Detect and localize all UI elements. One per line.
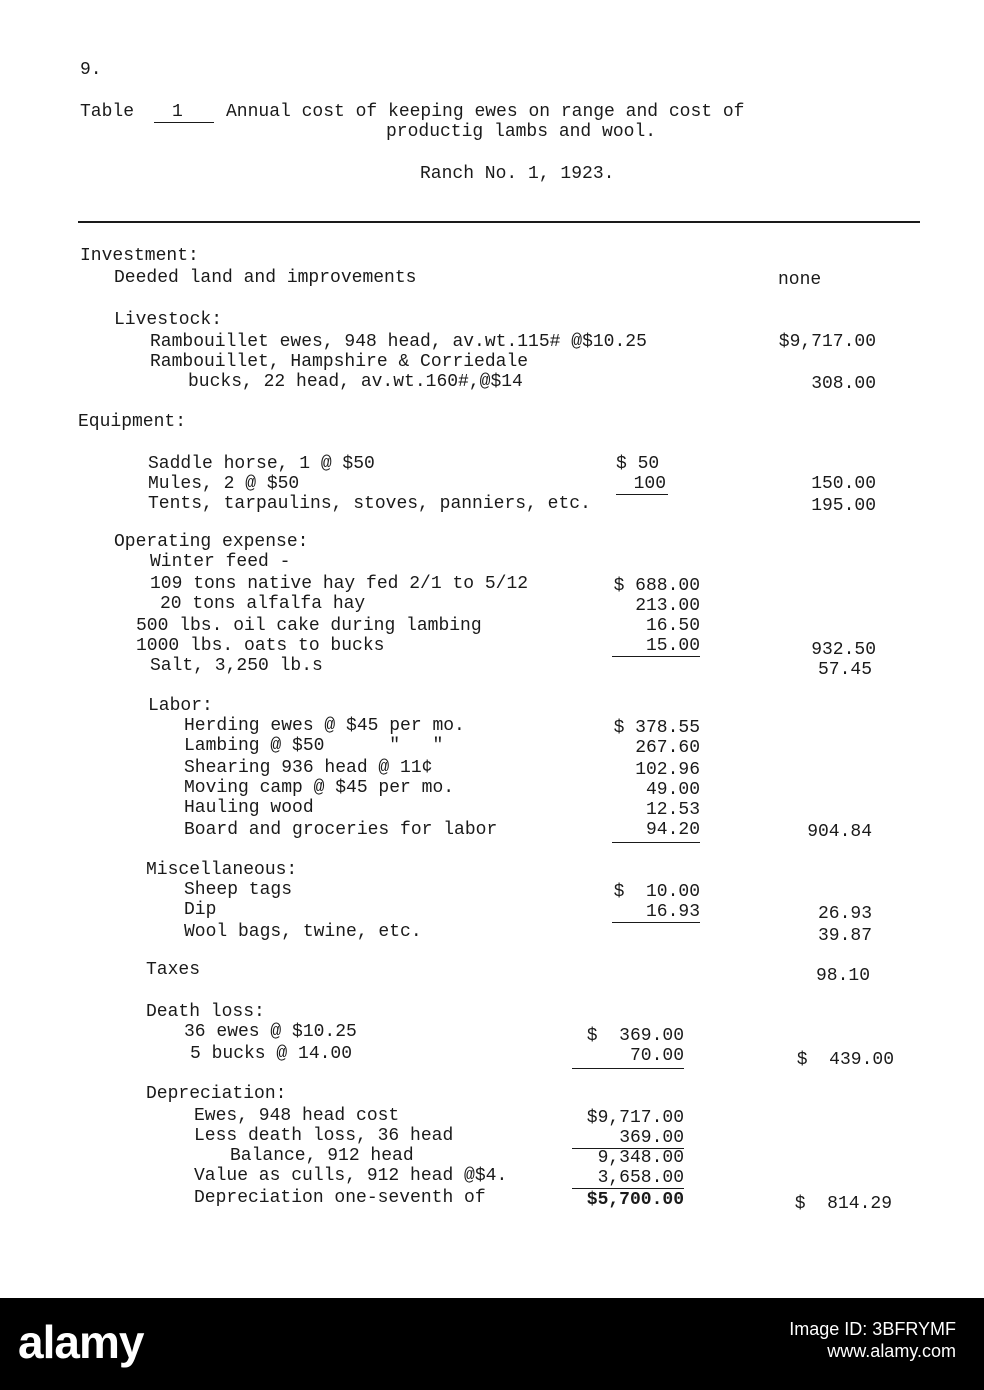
operating-heading: Operating expense:	[114, 532, 309, 552]
ewes-cost-label: Ewes, 948 head cost	[194, 1106, 400, 1126]
tents-label: Tents, tarpaulins, stoves, panniers, etc.	[148, 494, 591, 514]
balance-amount: 9,348.00	[597, 1148, 684, 1168]
dip-label: Dip	[184, 900, 217, 920]
saddle-horse-amount: $ 50	[616, 454, 660, 474]
oil-cake-amount: 16.50	[645, 616, 700, 636]
bucks-value: 308.00	[811, 374, 876, 394]
investment-heading: Investment:	[80, 246, 199, 266]
equipment-heading: Equipment:	[78, 412, 187, 432]
ewes-label: Rambouillet ewes, 948 head, av.wt.115# @$10.25	[150, 332, 647, 352]
saddle-horse-label: Saddle horse, 1 @ $50	[148, 454, 375, 474]
image-id-line2: www.alamy.com	[827, 1341, 956, 1361]
header-rule	[78, 221, 920, 223]
bucks-label-line1: Rambouillet, Hampshire & Corriedale	[150, 352, 529, 372]
image-id-line1: Image ID: 3BFRYMF	[789, 1319, 956, 1339]
dip-amount: 16.93	[645, 902, 700, 922]
board-label: Board and groceries for labor	[184, 820, 498, 840]
oats-amount: 15.00	[645, 636, 700, 656]
mules-amount: 100	[633, 474, 666, 494]
sheep-tags-amount: $ 10.00	[613, 882, 700, 902]
feed-underline	[612, 656, 700, 657]
misc-heading: Miscellaneous:	[146, 860, 298, 880]
feed-total: 932.50	[811, 640, 876, 660]
alfalfa-amount: 213.00	[635, 596, 700, 616]
depreciation-label: Depreciation one-seventh of	[194, 1188, 486, 1208]
table-title-line2: productig lambs and wool.	[386, 122, 657, 142]
labor-heading: Labor:	[148, 696, 213, 716]
salt-label: Salt, 3,250 lb.s	[150, 656, 323, 676]
death-ewes-label: 36 ewes @ $10.25	[184, 1022, 357, 1042]
death-bucks-amount: 70.00	[629, 1046, 684, 1066]
hauling-wood-label: Hauling wood	[184, 798, 314, 818]
ewes-cost-amount: $9,717.00	[586, 1108, 684, 1128]
native-hay-amount: $ 688.00	[613, 576, 700, 596]
salt-value: 57.45	[817, 660, 872, 680]
moving-camp-label: Moving camp @ $45 per mo.	[184, 778, 455, 798]
wool-bags-value: 39.87	[817, 926, 872, 946]
depreciation-amount: $5,700.00	[586, 1190, 684, 1210]
less-death-loss-amount: 369.00	[619, 1128, 684, 1148]
bucks-label-line2: bucks, 22 head, av.wt.160#,@$14	[188, 372, 523, 392]
mules-label: Mules, 2 @ $50	[148, 474, 300, 494]
culls-amount: 3,658.00	[597, 1168, 684, 1188]
depreciation-heading: Depreciation:	[146, 1084, 287, 1104]
page-number: 9.	[80, 60, 102, 80]
misc-total: 26.93	[817, 904, 872, 924]
culls-underline	[572, 1188, 684, 1189]
oats-label: 1000 lbs. oats to bucks	[136, 636, 385, 656]
less-death-loss-label: Less death loss, 36 head	[194, 1126, 454, 1146]
board-amount: 94.20	[645, 820, 700, 840]
deeded-land-value: none	[778, 270, 822, 290]
death-bucks-label: 5 bucks @ 14.00	[190, 1044, 353, 1064]
table-number-underline	[154, 122, 214, 123]
hauling-wood-amount: 12.53	[645, 800, 700, 820]
balance-label: Balance, 912 head	[230, 1146, 414, 1166]
image-id	[789, 1318, 956, 1362]
shearing-label: Shearing 936 head @ 11¢	[184, 758, 433, 778]
tents-value: 195.00	[811, 496, 876, 516]
lambing-amount: 267.60	[635, 738, 700, 758]
equipment-subtotal: 150.00	[811, 474, 876, 494]
labor-total: 904.84	[807, 822, 872, 842]
death-underline	[572, 1068, 684, 1069]
culls-label: Value as culls, 912 head @$4.	[194, 1166, 508, 1186]
table-title-line1: Annual cost of keeping ewes on range and cost of	[226, 102, 745, 122]
misc-underline	[612, 922, 700, 923]
herding-amount: $ 378.55	[613, 718, 700, 738]
sheep-tags-label: Sheep tags	[184, 880, 293, 900]
ewes-value: $9,717.00	[778, 332, 876, 352]
livestock-heading: Livestock:	[114, 310, 223, 330]
death-loss-total: $ 439.00	[796, 1050, 894, 1070]
moving-camp-amount: 49.00	[645, 780, 700, 800]
herding-label: Herding ewes @ $45 per mo.	[184, 716, 465, 736]
taxes-value: 98.10	[815, 966, 870, 986]
lambing-label: Lambing @ $50 " "	[184, 736, 444, 756]
death-loss-heading: Death loss:	[146, 1002, 265, 1022]
taxes-label: Taxes	[146, 960, 201, 980]
table-label: Table	[80, 102, 135, 122]
alfalfa-label: 20 tons alfalfa hay	[160, 594, 366, 614]
deeded-land-label: Deeded land and improvements	[114, 268, 417, 288]
mules-underline	[616, 494, 668, 495]
winter-feed-label: Winter feed -	[150, 552, 291, 572]
table-subtitle: Ranch No. 1, 1923.	[420, 164, 615, 184]
depreciation-value: $ 814.29	[794, 1194, 892, 1214]
native-hay-label: 109 tons native hay fed 2/1 to 5/12	[150, 574, 529, 594]
death-ewes-amount: $ 369.00	[586, 1026, 684, 1046]
alamy-logo: alamy	[18, 1316, 144, 1368]
labor-underline	[612, 842, 700, 843]
wool-bags-label: Wool bags, twine, etc.	[184, 922, 422, 942]
shearing-amount: 102.96	[635, 760, 700, 780]
oil-cake-label: 500 lbs. oil cake during lambing	[136, 616, 482, 636]
table-number: 1	[172, 102, 183, 122]
